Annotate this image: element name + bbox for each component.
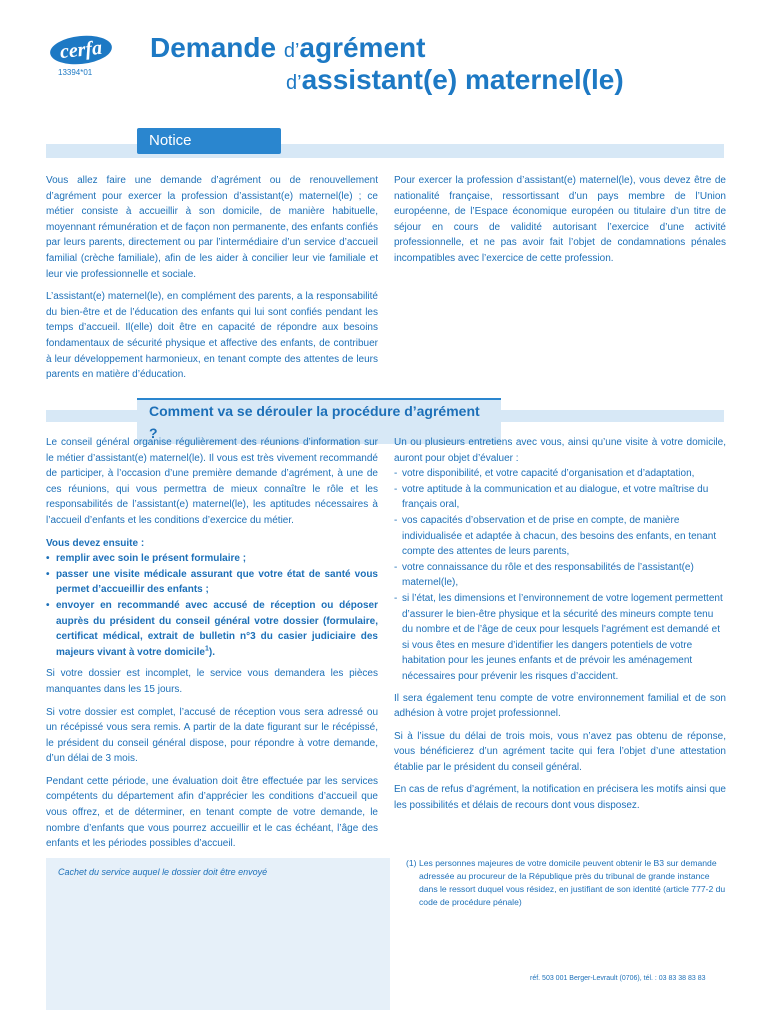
notice-paragraph: Vous allez faire une demande d’agrément ou de renouvellement d’agrément pour exercer la profession d’assistant(e) maternel(le) ; ce métier consiste à accueillir à son domicile, de manière habituelle, moyennant rémunération et de façon non permanente, des enfants confiés par leurs parents, directement ou par l’intermédiaire d’un service d’accueil familial (crèche familiale), afin de les aider à concilier leur vie familiale et leur vie professionnelle et sociale.	[46, 175, 378, 280]
procedure-paragraph: Il sera également tenu compte de votre environnement familial et de son adhésion à votre projet professionnel.	[394, 692, 726, 720]
printer-reference: réf. 503 001 Berger-Levrault (0706), tél. : 03 83 38 83 83	[530, 975, 706, 982]
cerfa-logo	[49, 33, 114, 67]
procedure-right-column	[394, 435, 726, 821]
notice-left-column	[46, 173, 378, 390]
title-main-2: assistant(e) maternel(le)	[301, 64, 624, 95]
footnote-ref: 1	[204, 645, 209, 653]
page-title-line1	[150, 32, 425, 64]
footnote-text: Les personnes majeures de votre domicile peuvent obtenir le B3 sur demande adressée au procureur de la République près du tribunal de grande instance dans le ressort duquel vous résidez, en justifiant de son identité (article 777-2 du code de procédure pénale)	[419, 858, 726, 907]
evaluation-intro: Un ou plusieurs entretiens avec vous, ainsi qu’une visite à votre domicile, auront pour objet d’évaluer :	[394, 437, 726, 464]
procedure-paragraph: En cas de refus d’agrément, la notification en précisera les motifs ainsi que les possibilités et délais de recours dont vous disposez.	[394, 784, 726, 812]
step-item: • remplir avec soin le présent formulaire ;	[46, 551, 378, 567]
step-item	[46, 598, 378, 660]
procedure-paragraph: Si votre dossier est incomplet, le service vous demandera les pièces manquantes dans les 15 jours.	[46, 668, 378, 695]
footnote	[406, 857, 726, 909]
title-apostrophe-1: d’	[283, 40, 300, 62]
evaluation-item: - votre aptitude à la communication et au dialogue, et votre maîtrise du français oral,	[394, 482, 726, 513]
step-end: ).	[208, 646, 215, 658]
cerfa-number: 13394*01	[58, 68, 93, 77]
stamp-label: Cachet du service auquel le dossier doit être envoyé	[58, 867, 268, 877]
evaluation-item: - si l’état, les dimensions et l’environnement de votre logement permettent d’assurer le bien-être physique et la sécurité des mineurs compte tenu du nombre et de l’âge de ceux pour lesquels l’agrément est demandé et si vous êtes en mesure d’identifier les dangers potentiels de votre habitation pour les jeunes enfants et de prévoir les aménagement nécessaires pour prévenir les risques d’accident.	[394, 591, 726, 685]
procedure-paragraph: Le conseil général organise régulièrement des réunions d’information sur le métier d’assistant(e) maternel(le). Il vous est très vivement recommandé de participer, à l’occasion d’une première demande d’agrément, à une de ces réunions, qui vous permettra de mieux connaître le rôle et les responsabilités de l’assistant(e) maternel(le), les aptitudes nécessaires à l’accueil d’enfants et les conditions d’exercice du métier.	[46, 437, 378, 526]
notice-right-column	[394, 173, 726, 274]
title-main-1: agrément	[299, 32, 426, 63]
page-title-line2	[286, 64, 624, 96]
procedure-paragraph: Pendant cette période, une évaluation doit être effectuée par les services compétents du département afin d’apprécier les conditions d’accueil que vous offrez, et de déterminer, en tenant compte de votre demande, le nombre d’enfants que vous pourrez accueillir et le cas échéant, l’âge des enfants et les périodes possibles d’accueil.	[46, 775, 378, 850]
notice-title: Notice	[137, 128, 281, 154]
evaluation-list	[394, 466, 726, 684]
notice-paragraph: Pour exercer la profession d’assistant(e) maternel(le), vous devez être de nationalité française, ressortissant d’un pays membre de l’Union européenne, de l’Espace économique européen ou titulaire d’un titre de séjour en cours de validité autorisant l’exercice d’une activité professionnelle, et ne pas avoir fait l’objet de condamnations pénales incompatibles avec l’exercice de cette profession.	[394, 175, 726, 264]
procedure-title: Comment va se dérouler la procédure d’agrément ?	[137, 398, 501, 444]
steps-intro: Vous devez ensuite :	[46, 537, 145, 549]
evaluation-item: - votre disponibilité, et votre capacité d’organisation et d’adaptation,	[394, 466, 726, 482]
evaluation-item: - votre connaissance du rôle et des responsabilités de l’assistant(e) maternel(le),	[394, 560, 726, 591]
step-item: • passer une visite médicale assurant que votre état de santé vous permet d’accueillir des enfants ;	[46, 567, 378, 598]
notice-paragraph: L’assistant(e) maternel(le), en complément des parents, a la responsabilité du bien-être et de l’éducation des enfants qui lui sont confiés pendant les temps d’accueil. Il(elle) doit être en capacité de répondre aux besoins fondamentaux de sécurité physique et affective des enfants, de contribuer à leur développement harmonieux, en tenant compte des attentes de leurs parents en matière d’éducation.	[46, 291, 378, 381]
procedure-paragraph: Si votre dossier est complet, l’accusé de réception vous sera adressé ou un récépissé vous sera remis. A partir de la date figurant sur le récépissé, le président du conseil général dispose, pour répondre à votre demande, d’un délai de 3 mois.	[46, 706, 378, 765]
evaluation-item: - vos capacités d’observation et de prise en compte, de manière individualisée et adaptée à chacun, des besoins des enfants, en tenant compte des attentes de leurs parents,	[394, 513, 726, 560]
step-text: envoyer en recommandé avec accusé de réception ou déposer auprès du président du conseil général votre dossier (formulaire, certificat médical, extrait de bulletin n°3 du casier judiciaire des majeurs vivant à votre domicile	[56, 599, 378, 658]
stamp-box	[46, 858, 390, 1010]
logo-text: cerfa	[58, 36, 104, 64]
title-prefix: Demande	[150, 32, 284, 63]
steps-list	[46, 551, 378, 660]
title-apostrophe-2: d’	[286, 72, 302, 94]
procedure-paragraph: Si à l’issue du délai de trois mois, vous n’avez pas obtenu de réponse, vous bénéficierez d’un agrément tacite qui fera l’objet d’une attestation établie par le président du conseil général.	[394, 730, 726, 773]
procedure-left-column	[46, 435, 378, 859]
footnote-number: (1)	[406, 858, 417, 868]
